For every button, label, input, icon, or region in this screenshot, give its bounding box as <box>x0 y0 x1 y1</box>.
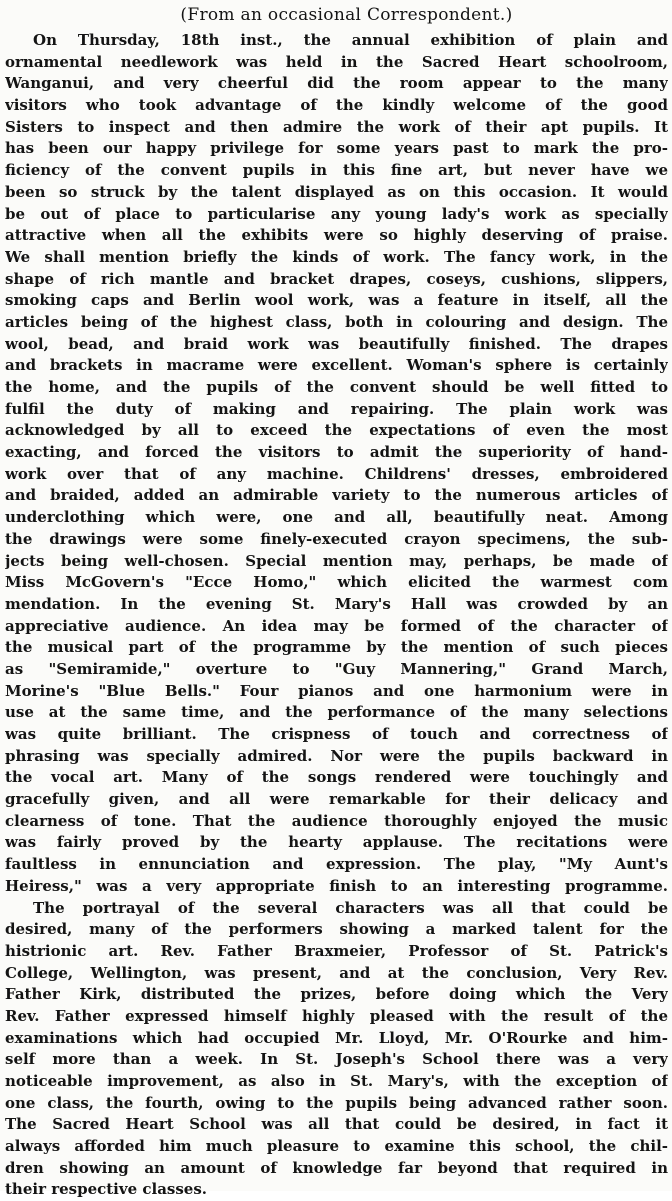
text-line: Rev. Father expressed himself highly pleased with the result of the <box>5 1006 668 1025</box>
article-body <box>5 30 668 1201</box>
text-line: smoking caps and Berlin wool work, was a feature in itself, all the <box>5 291 668 310</box>
text-line: and brackets in macrame were excellent. Woman's sphere is certainly <box>5 356 668 375</box>
text-line: as "Semiramide," overture to "Guy Mannering," Grand March, <box>5 659 668 678</box>
text-line: wool, bead, and braid work was beautifully finished. The drapes <box>5 334 668 353</box>
text-line: be out of place to particularise any young lady's work as specially <box>5 204 668 223</box>
text-line: dren showing an amount of knowledge far beyond that required in <box>5 1158 668 1177</box>
text-line: their respective classes. <box>5 1180 208 1199</box>
text-line: histrionic art. Rev. Father Braxmeier, Professor of St. Patrick's <box>5 941 668 960</box>
text-line: attractive when all the exhibits were so highly deserving of praise. <box>5 226 668 245</box>
text-line: clearness of tone. That the audience thoroughly enjoyed the music <box>5 811 668 830</box>
text-line: always afforded him much pleasure to examine this school, the chil- <box>5 1137 668 1156</box>
text-line: self more than a week. In St. Joseph's School there was a very <box>5 1050 668 1069</box>
text-line: exacting, and forced the visitors to admit the superiority of hand- <box>5 443 668 462</box>
text-line: jects being well-chosen. Special mention may, perhaps, be made of <box>5 551 668 570</box>
text-line: acknowledged by all to exceed the expectations of even the most <box>5 421 668 440</box>
text-line: articles being of the highest class, both in colouring and design. The <box>5 312 668 331</box>
text-line: mendation. In the evening St. Mary's Hall was crowded by an <box>5 594 668 613</box>
text-line: the vocal art. Many of the songs rendered were touchingly and <box>5 768 668 787</box>
text-line: Wanganui, and very cheerful did the room appear to the many <box>5 74 668 93</box>
text-line: shape of rich mantle and bracket drapes, coseys, cushions, slippers, <box>5 269 668 288</box>
text-line: gracefully given, and all were remarkable for their delicacy and <box>5 790 668 809</box>
text-line: Heiress," was a very appropriate finish to an interesting programme. <box>5 876 668 895</box>
text-line: Morine's "Blue Bells." Four pianos and one harmonium were in <box>5 681 668 700</box>
text-line: one class, the fourth, owing to the pupils being advanced rather soon. <box>5 1093 668 1112</box>
text-line: faultless in ennunciation and expression. The play, "My Aunt's <box>5 855 668 874</box>
text-line: visitors who took advantage of the kindly welcome of the good <box>5 96 668 115</box>
text-line: noticeable improvement, as also in St. Mary's, with the exception of <box>5 1072 668 1090</box>
text-line: fulfil the duty of making and repairing. The plain work was <box>5 399 668 418</box>
text-line: the musical part of the programme by the mention of such pieces <box>5 638 668 657</box>
text-line: examinations which had occupied Mr. Lloyd, Mr. O'Rourke and him- <box>5 1028 668 1047</box>
text-line: was fairly proved by the hearty applause. The recitations were <box>5 833 668 852</box>
text-line: desired, many of the performers showing a marked talent for the <box>5 920 668 939</box>
text-line: has been our happy privilege for some years past to mark the pro- <box>5 139 668 158</box>
text-line: The Sacred Heart School was all that could be desired, in fact it <box>5 1115 668 1134</box>
text-line: was quite brilliant. The crispness of touch and correctness of <box>5 725 668 743</box>
text-line: phrasing was specially admired. Nor were the pupils backward in <box>5 746 668 765</box>
text-line: use at the same time, and the performance of the many selections <box>5 703 668 722</box>
text-line: appreciative audience. An idea may be formed of the character of <box>5 616 668 635</box>
text-line: the home, and the pupils of the convent should be well fitted to <box>5 378 668 396</box>
text-line: Sisters to inspect and then admire the work of their apt pupils. It <box>5 117 668 136</box>
text-line: been so struck by the talent displayed as on this occasion. It would <box>5 182 668 201</box>
text-line: Father Kirk, distributed the prizes, before doing which the Very <box>5 985 668 1004</box>
text-line: College, Wellington, was present, and at the conclusion, Very Rev. <box>5 963 668 982</box>
text-line: work over that of any machine. Childrens' dresses, embroidered <box>5 464 668 483</box>
text-line: the drawings were some finely-executed crayon specimens, the sub- <box>5 529 668 548</box>
text-line: ficiency of the convent pupils in this fine art, but never have we <box>5 161 668 180</box>
text-line: and braided, added an admirable variety to the numerous articles of <box>5 486 668 505</box>
text-line: ornamental needlework was held in the Sacred Heart schoolroom, <box>5 52 668 71</box>
article-heading: (From an occasional Correspondent.) <box>180 5 513 25</box>
text-line: underclothing which were, one and all, beautifully neat. Among <box>5 508 668 527</box>
text-line: Miss McGovern's "Ecce Homo," which elicited the warmest com <box>5 573 668 592</box>
text-line: On Thursday, 18th inst., the annual exhibition of plain and <box>33 31 668 49</box>
text-line: The portrayal of the several characters was all that could be <box>33 898 668 917</box>
text-line: We shall mention briefly the kinds of work. The fancy work, in the <box>5 247 668 266</box>
